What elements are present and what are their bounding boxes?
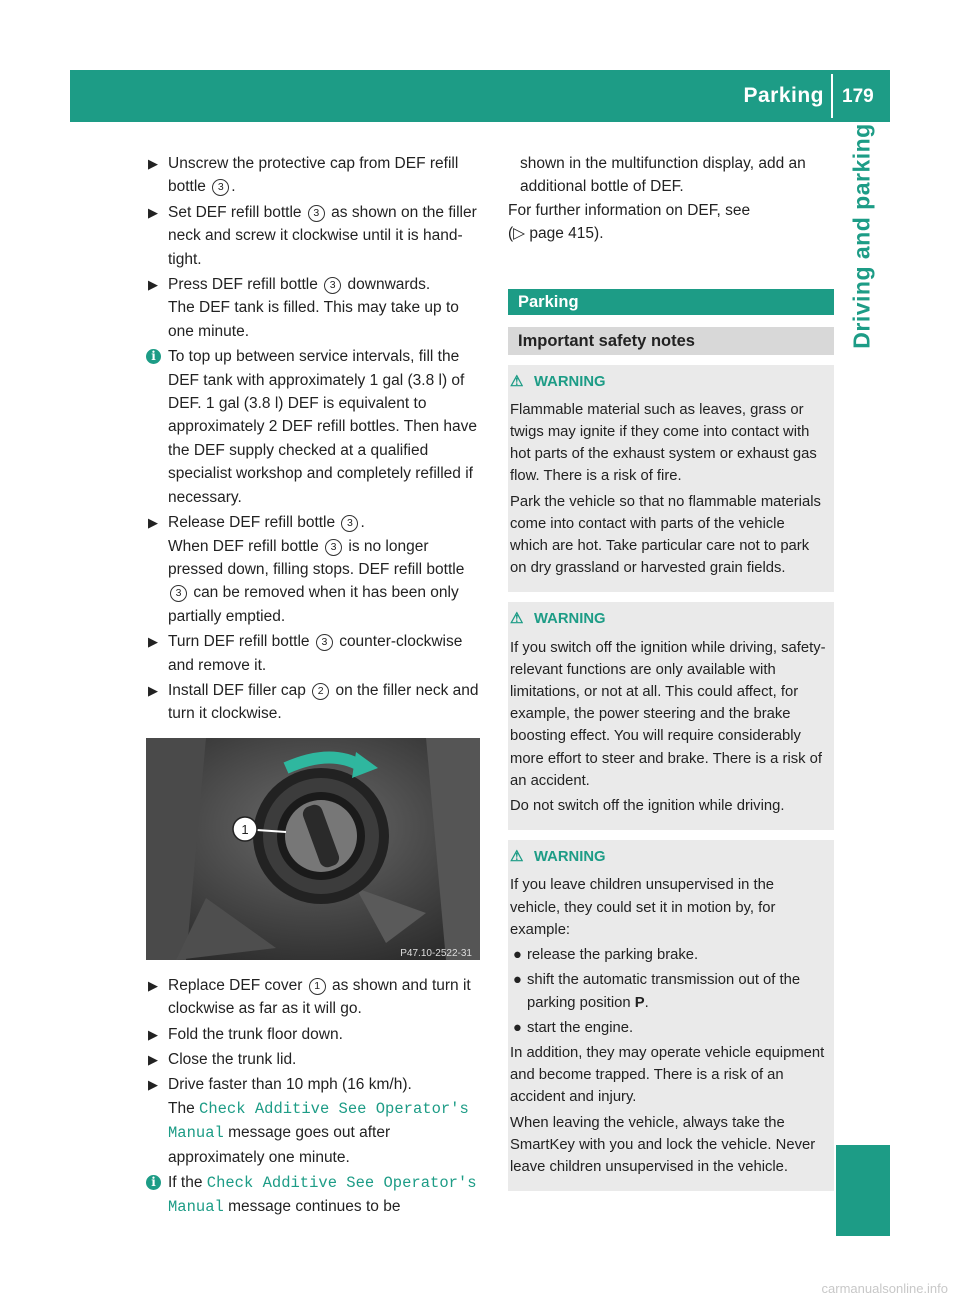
step: ▶ Close the trunk lid.	[146, 1048, 480, 1071]
step: ▶ Turn DEF refill bottle 3 counter-clockwise and remove it.	[146, 630, 480, 677]
callout-number: 3	[324, 277, 341, 294]
photo-code: P47.10-2522-31	[400, 947, 472, 959]
page-reference: (▷ page 415).	[508, 225, 604, 243]
continued-text: shown in the multifunction display, add an additional bottle of DEF.	[520, 155, 806, 196]
left-column	[146, 152, 480, 1222]
step: ▶ Release DEF refill bottle 3 . When DEF refill bottle 3 is no longer pressed down, filling stops. DEF refill bottle 3 can be removed when it has been only partially emptied.	[146, 511, 480, 628]
side-tab-label: Driving and parking	[848, 123, 875, 349]
step: ▶ Replace DEF cover 1 as shown and turn it clockwise as far as it will go.	[146, 974, 480, 1021]
right-column	[508, 152, 834, 1191]
info-icon: i	[146, 1175, 161, 1190]
info-note: i To top up between service intervals, fill the DEF tank with approximately 1 gal (3.8 l) of DEF. 1 gal (3.8 l) DEF is equivalent to approximately 2 DEF refill bottles. Then have the DEF supply checked at a qualified specialist workshop and completely refilled if necessary.	[146, 345, 480, 509]
arrow-icon: ▶	[148, 1077, 158, 1093]
further-info: For further information on DEF, see (▷ page 415).	[508, 201, 751, 243]
page-number: 179	[842, 86, 874, 107]
callout-number: 3	[170, 585, 187, 602]
side-thumb-marker	[836, 1145, 890, 1236]
warning-triangle-icon: ⚠	[510, 849, 524, 866]
warning-triangle-icon: ⚠	[510, 611, 524, 628]
callout-number: 3	[316, 634, 333, 651]
header-separator	[831, 74, 833, 118]
warning-box: ⚠ WARNING If you leave children unsupervised in the vehicle, they could set it in motion by, for example: ● release the parking brake. ● shift the automatic transmission out of the parking position P. ● start the engine. In addition, they may operate vehicle equipment and become trapped. There is a risk of an accident and injury. When leaving the vehicle, always take the SmartKey with you and lock the vehicle. Never leave children unsupervised in the vehicle.	[508, 840, 834, 1191]
bullet-item: ● release the parking brake.	[513, 947, 699, 964]
arrow-icon: ▶	[148, 1051, 158, 1067]
callout-number: 3	[325, 539, 342, 556]
warning-triangle-icon: ⚠	[510, 373, 524, 390]
arrow-icon: ▶	[148, 515, 158, 531]
warning-box: ⚠ WARNING Flammable material such as leaves, grass or twigs may ignite if they come into contact with hot parts of the exhaust system or exhaust gas flow. There is a risk of fire. Park the vehicle so that no flammable materials come into contact with parts of the vehicle which are hot. Take particular care not to park on dry grassland or harvested grain fields.	[508, 365, 834, 593]
arrow-icon: ▶	[148, 277, 158, 293]
display-message: Check Additive See Operator's Manual	[168, 1099, 469, 1143]
subsection-heading: Important safety notes	[508, 327, 834, 355]
bullet-item: ● shift the automatic transmission out of the parking position P.	[513, 972, 801, 1011]
display-message: Check Additive See Operator's Manual	[168, 1174, 477, 1217]
arrow-icon: ▶	[148, 634, 158, 650]
step: ▶ Fold the trunk floor down.	[146, 1023, 480, 1046]
watermark: carmanualsonline.info	[821, 1281, 948, 1296]
callout-number: 1	[309, 978, 326, 995]
warning-box: ⚠ WARNING If you switch off the ignition while driving, safety-relevant functions are only available with limitations, or not at all. This could affect, for example, the power steering and the brake boosting effect. You will require considerably more effort to steer and brake. There is a risk of an accident. Do not switch off the ignition while driving.	[508, 602, 834, 830]
bullet-item: ● start the engine.	[513, 1019, 634, 1036]
def-filler-photo	[146, 738, 480, 960]
arrow-icon: ▶	[148, 204, 158, 220]
step: ▶ Press DEF refill bottle 3 downwards. The DEF tank is filled. This may take up to one minute.	[146, 273, 480, 343]
step: ▶ Install DEF filler cap 2 on the filler neck and turn it clockwise.	[146, 679, 480, 726]
info-icon: i	[146, 349, 161, 364]
info-note: i If the Check Additive See Operator's Manual message continues to be	[146, 1171, 480, 1220]
step: ▶ Unscrew the protective cap from DEF refill bottle 3 .	[146, 152, 480, 199]
photo-callout-number: 1	[241, 821, 249, 837]
step: ▶ Set DEF refill bottle 3 as shown on the filler neck and screw it clockwise until it is hand-tight.	[146, 201, 480, 271]
arrow-icon: ▶	[148, 682, 158, 698]
step: ▶ Drive faster than 10 mph (16 km/h). The Check Additive See Operator's Manual message goes out after approximately one minute.	[146, 1073, 480, 1169]
section-heading: Parking	[508, 289, 834, 315]
header-title: Parking	[743, 84, 824, 107]
arrow-icon: ▶	[148, 977, 158, 993]
callout-number: 2	[312, 683, 329, 700]
callout-number: 3	[341, 515, 358, 532]
arrow-icon: ▶	[148, 1026, 158, 1042]
callout-number: 3	[308, 205, 325, 222]
arrow-icon: ▶	[148, 156, 158, 171]
callout-number: 3	[212, 179, 229, 196]
